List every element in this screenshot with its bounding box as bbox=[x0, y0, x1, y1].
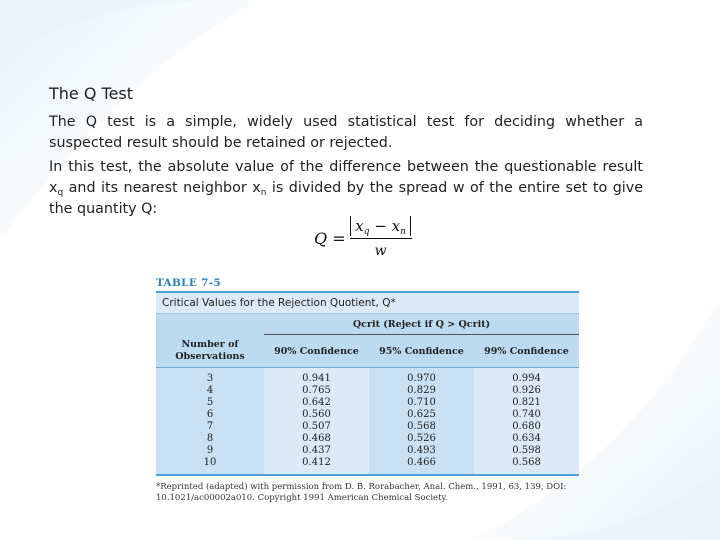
subscript-q: q bbox=[57, 188, 64, 198]
cell-n: 3 bbox=[156, 373, 264, 385]
table-row bbox=[156, 433, 579, 445]
cell-90: 0.468 bbox=[264, 433, 369, 445]
table-row bbox=[156, 445, 579, 457]
table-row bbox=[156, 457, 579, 469]
formula-lhs: Q = bbox=[314, 228, 346, 248]
table-title: Critical Values for the Rejection Quotient, Q* bbox=[156, 293, 579, 314]
q-critical-table-figure bbox=[156, 277, 579, 504]
col-header-90: 90% Confidence bbox=[264, 335, 369, 368]
cell-99: 0.680 bbox=[474, 421, 579, 433]
paragraph-method-part2: and its nearest neighbor x bbox=[63, 180, 261, 196]
table-row bbox=[156, 421, 579, 433]
formula-sub-q: q bbox=[363, 227, 370, 237]
cell-95: 0.710 bbox=[369, 397, 474, 409]
slide-title: The Q Test bbox=[49, 84, 134, 103]
cell-95: 0.526 bbox=[369, 433, 474, 445]
table-bottom-rule bbox=[156, 474, 579, 476]
formula-numerator bbox=[350, 216, 411, 236]
cell-90: 0.507 bbox=[264, 421, 369, 433]
cell-90: 0.560 bbox=[264, 409, 369, 421]
table-row bbox=[156, 373, 579, 385]
cell-90: 0.765 bbox=[264, 385, 369, 397]
cell-n: 10 bbox=[156, 457, 264, 469]
cell-99: 0.994 bbox=[474, 373, 579, 385]
formula-denominator: w bbox=[374, 243, 387, 259]
cell-90: 0.941 bbox=[264, 373, 369, 385]
cell-95: 0.970 bbox=[369, 373, 474, 385]
paragraph-intro: The Q test is a simple, widely used statistical test for deciding whether a suspected result should be retained or rejected. bbox=[49, 114, 643, 151]
table-footnote: *Reprinted (adapted) with permission from D. B. Rorabacher, Anal. Chem., 1991, 63, 139, DOI: 10.1021/ac00002a010. Copyright 1991 American Chemical Society. bbox=[156, 482, 567, 503]
cell-95: 0.568 bbox=[369, 421, 474, 433]
cell-95: 0.625 bbox=[369, 409, 474, 421]
cell-90: 0.412 bbox=[264, 457, 369, 469]
qcrit-header-row bbox=[156, 314, 579, 335]
cell-90: 0.437 bbox=[264, 445, 369, 457]
cell-n: 5 bbox=[156, 397, 264, 409]
cell-99: 0.740 bbox=[474, 409, 579, 421]
table-row bbox=[156, 397, 579, 409]
formula-minus-xn: − x bbox=[369, 217, 401, 235]
qcrit-spacer bbox=[156, 314, 264, 335]
cell-99: 0.821 bbox=[474, 397, 579, 409]
cell-95: 0.466 bbox=[369, 457, 474, 469]
table-row bbox=[156, 385, 579, 397]
paragraph-method bbox=[49, 157, 643, 220]
cell-90: 0.642 bbox=[264, 397, 369, 409]
cell-n: 6 bbox=[156, 409, 264, 421]
col-header-observations: Number of Observations bbox=[156, 335, 264, 368]
body-text bbox=[49, 112, 643, 220]
cell-99: 0.926 bbox=[474, 385, 579, 397]
cell-95: 0.829 bbox=[369, 385, 474, 397]
cell-n: 9 bbox=[156, 445, 264, 457]
subscript-n: n bbox=[260, 188, 267, 198]
paragraph-method-part1: In this test, the absolute value of the difference between the questionable result x bbox=[49, 159, 643, 196]
table-row bbox=[156, 409, 579, 421]
fraction-bar bbox=[350, 238, 412, 239]
formula-sub-n: n bbox=[400, 227, 406, 237]
cell-99: 0.598 bbox=[474, 445, 579, 457]
qcrit-header: Qcrit (Reject if Q > Qcrit) bbox=[264, 314, 579, 335]
cell-n: 7 bbox=[156, 421, 264, 433]
column-header-row bbox=[156, 335, 579, 368]
cell-n: 4 bbox=[156, 385, 264, 397]
cell-99: 0.634 bbox=[474, 433, 579, 445]
cell-95: 0.493 bbox=[369, 445, 474, 457]
table-label: TABLE 7-5 bbox=[156, 277, 579, 293]
paragraph-method-part3: is divided by the spread w of the entire set to give the quantity Q: bbox=[49, 180, 643, 217]
q-formula bbox=[314, 216, 412, 260]
formula-xq: x bbox=[355, 217, 364, 235]
col-header-95: 95% Confidence bbox=[369, 335, 474, 368]
cell-n: 8 bbox=[156, 433, 264, 445]
cell-99: 0.568 bbox=[474, 457, 579, 469]
formula-fraction bbox=[350, 216, 412, 260]
q-critical-table bbox=[156, 314, 579, 474]
col-header-99: 99% Confidence bbox=[474, 335, 579, 368]
